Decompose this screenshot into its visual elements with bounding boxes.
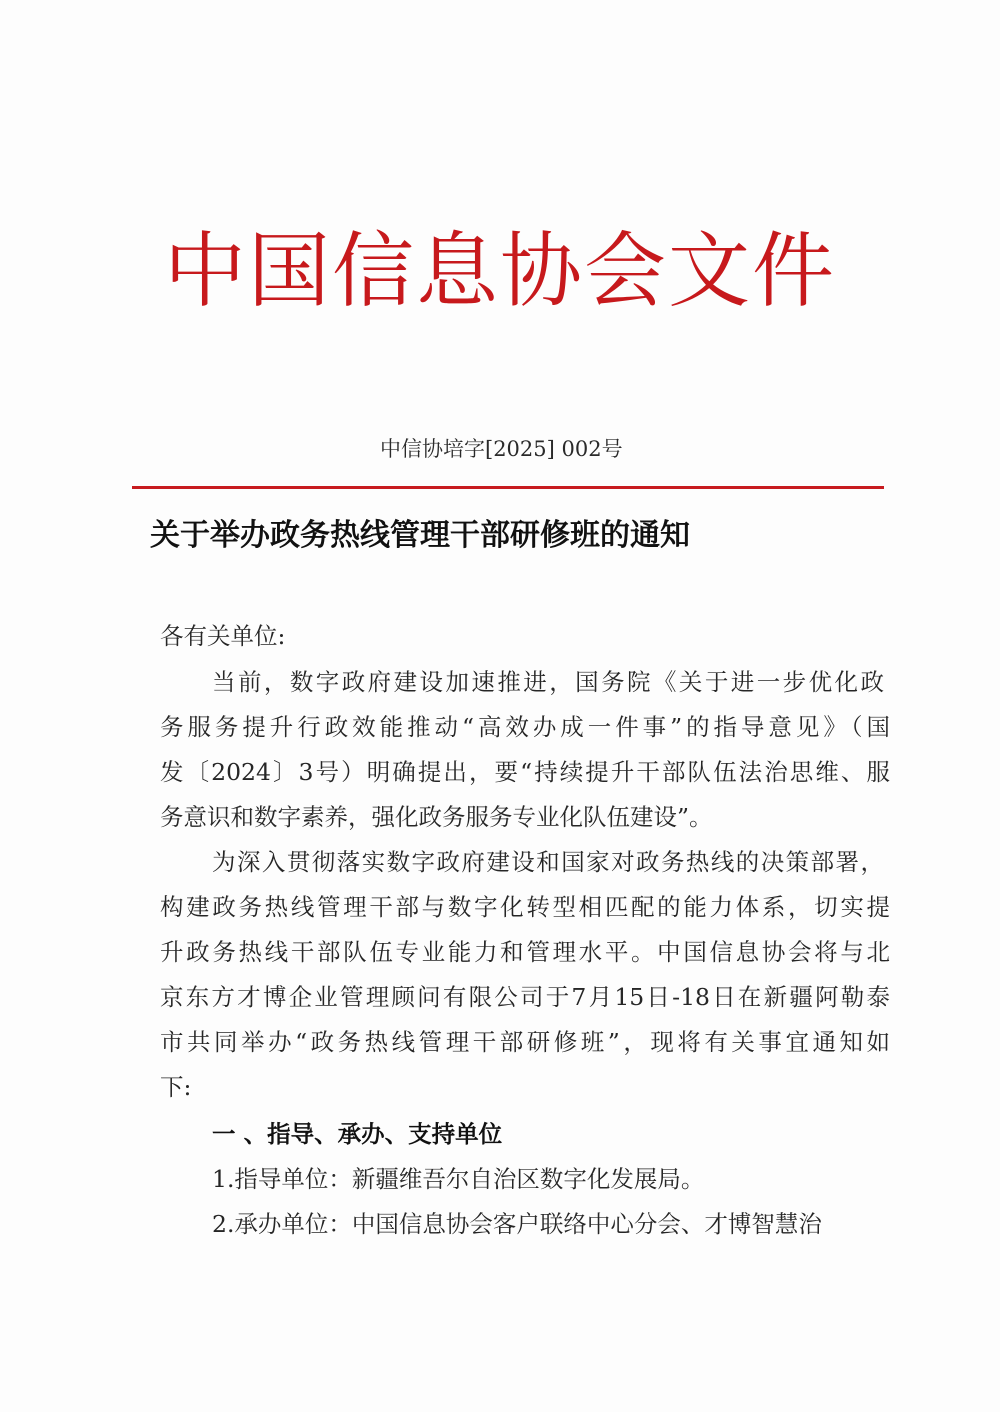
paragraph1-line: 发〔2024〕3号）明确提出，要“持续提升干部队伍法治思维、服 (160, 758, 890, 786)
notice-title: 关于举办政务热线管理干部研修班的通知 (150, 518, 690, 553)
paragraph1-line: 务服务提升行政效能推动“高效办成一件事”的指导意见》（国 (160, 713, 890, 741)
salutation: 各有关单位: (160, 622, 286, 650)
paragraph2-line: 升政务热线干部队伍专业能力和管理水平。中国信息协会将与北 (160, 938, 890, 966)
section-heading: 一 、指导、承办、支持单位 (212, 1120, 503, 1148)
paragraph1-line: 务意识和数字素养，强化政务服务专业化队伍建设”。 (160, 803, 713, 831)
paragraph2-line: 构建政务热线管理干部与数字化转型相匹配的能力体系，切实提 (160, 893, 890, 921)
document-number: 中信协培字[2025] 002号 (380, 437, 623, 461)
paragraph2-line: 市共同举办“政务热线管理干部研修班”，现将有关事宜通知如 (160, 1028, 890, 1056)
paragraph2-line: 京东方才博企业管理顾问有限公司于7月15日-18日在新疆阿勒泰 (160, 983, 890, 1011)
red-divider-line (132, 486, 884, 489)
list-item: 1.指导单位：新疆维吾尔自治区数字化发展局。 (212, 1165, 705, 1193)
paragraph2-line: 下: (160, 1073, 192, 1101)
paragraph1-line: 当前，数字政府建设加速推进，国务院《关于进一步优化政 (212, 668, 884, 696)
paragraph2-line: 为深入贯彻落实数字政府建设和国家对政务热线的决策部署， (212, 848, 884, 876)
list-item: 2.承办单位：中国信息协会客户联络中心分会、才博智慧治 (212, 1210, 822, 1238)
masthead-title: 中国信息协会文件 (163, 224, 836, 319)
